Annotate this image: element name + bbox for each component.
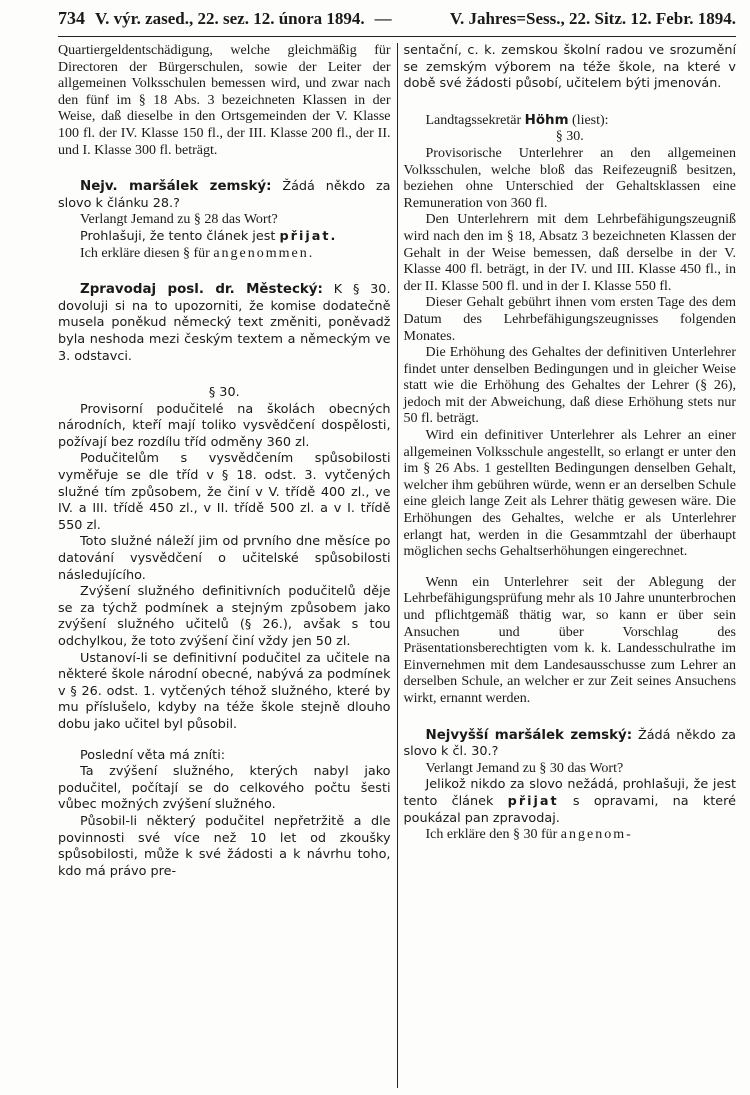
left-paragraph-3: Verlangt Jemand zu § 28 das Wort? xyxy=(80,212,278,228)
left-column xyxy=(58,43,391,1088)
speaker-name: Höhm xyxy=(524,112,569,128)
speaker-text: Žádá někdo za slovo k čl. 30.? xyxy=(403,727,737,760)
right-paragraph-speaker-secretary xyxy=(404,113,737,130)
emphasis-text: přijat xyxy=(507,793,559,809)
section-heading: § 30. xyxy=(208,385,240,401)
left-paragraph-9: Toto služné náleží jim od prvního dne měsíce po datování vysvědčení o učitelské spůsobilosti následujícího. xyxy=(58,534,391,583)
left-paragraph-8: Podučitelům s vysvědčením spůsobilosti vyměřuje se dle tříd v § 18. odst. 3. vytčených služné tím způsobem, že činí v V. třídě 400 zl., ve IV. a III. třídě 450 zl., v II. třídě 500 zl. a v I. třídě 550 zl. xyxy=(58,451,391,533)
header-right-title: V. Jahres=Sess., 22. Sitz. 12. Febr. 1894. xyxy=(449,9,736,28)
speaker-suffix: (liest): xyxy=(572,112,609,128)
emphasis-text: angenom- xyxy=(560,827,633,843)
right-paragraph-7: Wird ein definitiver Unterlehrer als Lehrer an einer allgemeinen Volksschule angestellt, so erlangt er unter den im § 26 Abs. 1 gestellten Bedingungen denselben Gehalt, welcher ihm gebühren würde, wenn er an derselben Schule eine gleich lange Zeit als Lehrer thätig gewesen wäre. Die Erhöhungen des Gehaltes, welche er als Unterlehrer erlangt hat, werden in die Gesammtzahl der überhaupt möglichen sechs Gehaltserhöhungen eingerechnet. xyxy=(403,428,737,560)
left-paragraph-7: Provisorní podučitelé na školách obecných národních, kteří mají toliko vysvědčení dospělosti, požívají bez rozdílu tříd odměny 360 zl. xyxy=(58,401,391,450)
right-paragraph-11 xyxy=(404,777,737,827)
header-separator: — xyxy=(374,9,392,28)
right-paragraph-3: Provisorische Unterlehrer an den allgemeinen Volksschulen, welche bloß das Reifezeugniß besitzen, beziehen ohne Unterschied der Gehaltsklassen eine Remuneration von 360 fl. xyxy=(403,145,737,211)
right-paragraph-8: Wenn ein Unterlehrer seit der Ablegung der Lehrbefähigungsprüfung mehr als 10 Jahre ununterbrochen und pflichtgemäß thätig war, so kann er über sein Ansuchen und über Vorschlag des Präsentationsberechtigten vom k. k. Landesschulrathe im Einvernehmen mit dem Landesausschusse zum Lehrer an derselben Schule, an welcher er zur Zeit seines Ansuchens wirkt, ernannt werden. xyxy=(403,574,737,706)
speaker-title: Landtagssekretär xyxy=(425,112,522,128)
left-paragraph-12: Poslední věta má zníti: xyxy=(80,747,226,763)
text-fragment: Jelikož nikdo za slovo nežádá, prohlašuji, že jest tento článek xyxy=(403,777,737,809)
page-header xyxy=(58,8,736,37)
speaker-text: Žádá někdo za slovo k článku 28.? xyxy=(58,179,391,211)
left-paragraph-reporter xyxy=(58,282,391,365)
speaker-name: Zpravodaj posl. dr. Městecký: xyxy=(80,282,323,298)
speaker-name: Nejv. maršálek zemský: xyxy=(80,179,272,195)
left-paragraph-11: Ustanoví-li se definitivní podučitel za učitele na některé škole národní obecné, nabývá za podmínek v § 26. odst. 1. vytčených téhož služného, které by mu příslušelo, kdyby na téže škole stejně dlouho dobu jako učitel byl působil. xyxy=(58,650,391,732)
right-column xyxy=(404,43,737,1088)
two-column-body xyxy=(58,43,736,1088)
right-paragraph-1: sentační, c. k. zemskou školní radou ve srozumění se zemským výborem na téže škole, na které v době své žádosti působí, učitelem býti jmenován. xyxy=(403,43,737,92)
text-fragment: Prohlašuji, že tento článek jest xyxy=(80,228,276,244)
right-paragraph-12 xyxy=(404,827,737,844)
text-fragment: Ich erkläre den § 30 für xyxy=(425,827,558,843)
column-divider xyxy=(397,43,398,1088)
text-fragment: s opravami, na které poukázal pan zpravodaj. xyxy=(403,793,736,826)
page-number: 734 xyxy=(58,8,85,28)
left-paragraph-13: Ta zvýšení služného, kterých nabyl jako podučitel, počítají se do celkového počtu šesti vůbec možných zvýšení služného. xyxy=(58,764,391,813)
text-fragment: Ich erkläre diesen § für xyxy=(80,245,210,261)
right-paragraph-5: Dieser Gehalt gebührt ihnen vom ersten Tage des dem Datum des Lehrbefähigungszeugnisses folgenden Monates. xyxy=(403,295,737,344)
right-paragraph-speaker-marshal xyxy=(404,728,737,761)
left-paragraph-1: Quartiergeldentschädigung, welche gleichmäßig für Directoren der Bürgerschulen, sowie der Leiter der allgemeinen Volksschulen bemessen wird, und zwar nach den fünf im § 18 Abs. 3 bezeichneten Klassen in der Weise, daß dieselbe in den Ortsgemeinden der V. Klasse 100 fl. der IV. Klasse 150 fl., der III. Klasse 200 fl., der II. und I. Klasse 300 fl. beträgt. xyxy=(58,43,391,158)
section-heading: § 30. xyxy=(555,129,584,145)
right-paragraph-10: Verlangt Jemand zu § 30 das Wort? xyxy=(425,760,624,776)
speaker-text: K § 30. dovoluji si na to upozorniti, že komise dodatečně musela poněkud německý text změniti, poněvadž byla neshoda mezi českým textem a německým ve 3. odstavci. xyxy=(58,282,391,364)
right-paragraph-6: Die Erhöhung des Gehaltes der definitiven Unterlehrer findet unter denselben Bedingungen und in gleicher Weise statt wie die Erhöhung des Gehaltes der Lehrer (§ 26), jedoch mit der Abweichung, daß diese Erhöhung stets nur 50 fl. beträgt. xyxy=(403,345,737,427)
left-paragraph-4 xyxy=(58,229,391,246)
left-paragraph-5 xyxy=(58,246,391,263)
header-left-title: V. výr. zased., 22. sez. 12. února 1894. xyxy=(95,9,365,28)
left-paragraph-10: Zvýšení služného definitivních podučitelů děje se za týchž podmínek a stejným způsobem jako zvýšení služného učitelů (§ 26.), avšak s tou odchylkou, že toto zvýšení činí vždy jen 50 zl. xyxy=(58,584,391,649)
speaker-name: Nejvyšší maršálek zemský: xyxy=(425,727,633,743)
right-paragraph-4: Den Unterlehrern mit dem Lehrbefähigungszeugniß wird nach den im § 18, Absatz 3 bezeichneten Klassen der Gehalt in der Weise bemessen, daß derselbe in der V. Klasse 400 fl. beträgt, in der IV. und III. Klasse 450 fl., in der II. Klasse 500 fl. und in der I. Klasse 550 fl. xyxy=(403,212,737,294)
left-paragraph-speaker-marshal xyxy=(58,179,391,212)
left-paragraph-14: Působil-li některý podučitel nepřetržitě a dle povinnosti své více než 10 let od zkoušky spůsobilosti, může k své žádosti a k návrhu toho, kdo má právo pre- xyxy=(58,813,391,879)
emphasis-text: přijat. xyxy=(279,228,338,244)
emphasis-text: angenommen. xyxy=(213,245,315,261)
